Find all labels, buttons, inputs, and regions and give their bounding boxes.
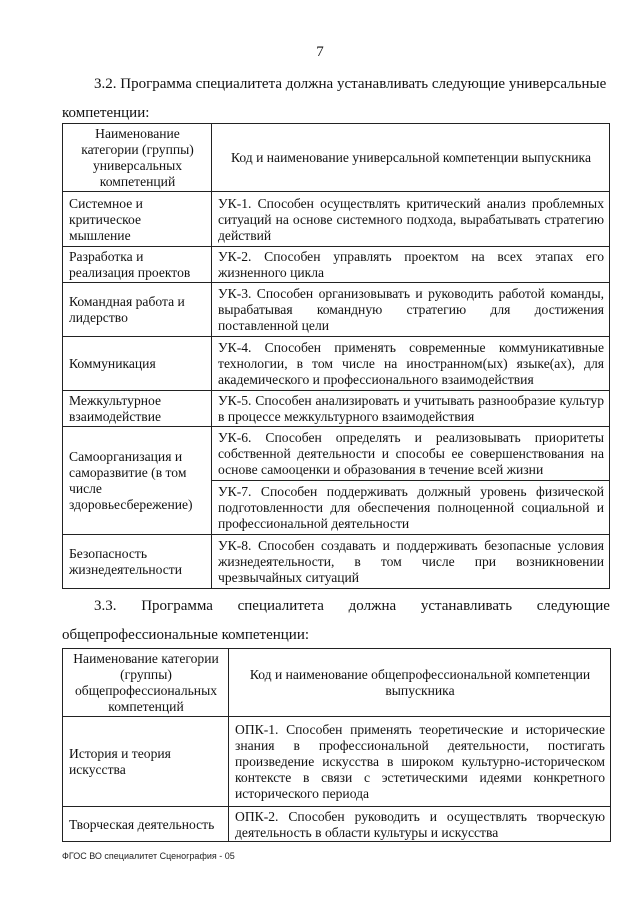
table-row	[63, 535, 610, 589]
category-cell: Творческая деятельность	[63, 807, 229, 842]
competence-cell: УК-4. Способен применять современные коммуникативные технологии, в том числе на иностранном(ых) языке(ах), для академического и профессионального взаимодействия	[212, 337, 610, 391]
section-3-2-line2: компетенции:	[62, 105, 150, 121]
table-row	[63, 192, 610, 247]
document-footer: ФГОС ВО специалитет Сценография - 05	[62, 851, 235, 861]
competence-cell: УК-8. Способен создавать и поддерживать безопасные условия жизнедеятельности, в том числе при возникновении чрезвычайных ситуаций	[212, 535, 610, 589]
table-row	[63, 391, 610, 427]
word: Программа	[141, 598, 213, 614]
competence-cell: ОПК-2. Способен руководить и осуществлять творческую деятельность в области культуры и искусства	[229, 807, 611, 842]
table-row	[63, 427, 610, 481]
category-cell: История и теория искусства	[63, 717, 229, 807]
word: устанавливать	[420, 598, 513, 614]
section-3-2-line1: 3.2. Программа специалитета должна устанавливать следующие универсальные	[94, 76, 607, 92]
competence-cell: УК-6. Способен определять и реализовывать приоритеты собственной деятельности и способы ее совершенствования на основе самооценки и образования в течение всей жизни	[212, 427, 610, 481]
section-3-3-intro	[62, 592, 610, 650]
section-3-2-intro	[62, 70, 610, 128]
word: специалитета	[237, 598, 324, 614]
header-code: Код и наименование универсальной компетенции выпускника	[212, 124, 610, 192]
competence-cell: УК-7. Способен поддерживать должный уровень физической подготовленности для обеспечения полноценной социальной и профессиональной деятельности	[212, 481, 610, 535]
table-row	[63, 247, 610, 283]
category-cell: Разработка и реализация проектов	[63, 247, 212, 283]
universal-competencies-table	[62, 123, 610, 589]
section-3-3-line2: общепрофессиональные компетенции:	[62, 627, 310, 643]
category-cell: Коммуникация	[63, 337, 212, 391]
competence-cell: УК-3. Способен организовывать и руководить работой команды, вырабатывая командную стратегию для достижения поставленной цели	[212, 283, 610, 337]
header-code: Код и наименование общепрофессиональной компетенции выпускника	[229, 649, 611, 717]
table-row	[63, 717, 611, 807]
category-cell: Межкультурное взаимодействие	[63, 391, 212, 427]
word: 3.3.	[94, 598, 117, 614]
header-category: Наименование категории (группы) общепрофессиональных компетенций	[63, 649, 229, 717]
competence-cell: ОПК-1. Способен применять теоретические и исторические знания в профессиональной деятельности, постигать произведение искусства в широком культурно-историческом контексте в связи с эстетическими идеями конкретного исторического периода	[229, 717, 611, 807]
section-3-3-line1	[62, 592, 610, 621]
table-header-row	[63, 124, 610, 192]
word: следующие	[536, 598, 610, 614]
category-cell: Командная работа и лидерство	[63, 283, 212, 337]
competence-cell: УК-5. Способен анализировать и учитывать разнообразие культур в процессе межкультурного взаимодействия	[212, 391, 610, 427]
table-header-row	[63, 649, 611, 717]
table-row	[63, 283, 610, 337]
word: должна	[348, 598, 397, 614]
general-professional-competencies-table	[62, 648, 611, 842]
table-row	[63, 337, 610, 391]
competence-cell: УК-1. Способен осуществлять критический анализ проблемных ситуаций на основе системного подхода, вырабатывать стратегию действий	[212, 192, 610, 247]
table-row	[63, 807, 611, 842]
category-cell: Системное и критическое мышление	[63, 192, 212, 247]
header-category: Наименование категории (группы) универсальных компетенций	[63, 124, 212, 192]
competence-cell: УК-2. Способен управлять проектом на всех этапах его жизненного цикла	[212, 247, 610, 283]
category-cell: Безопасность жизнедеятельности	[63, 535, 212, 589]
page-number: 7	[316, 44, 324, 60]
category-cell: Самоорганизация и саморазвитие (в том числе здоровьесбережение)	[63, 427, 212, 535]
